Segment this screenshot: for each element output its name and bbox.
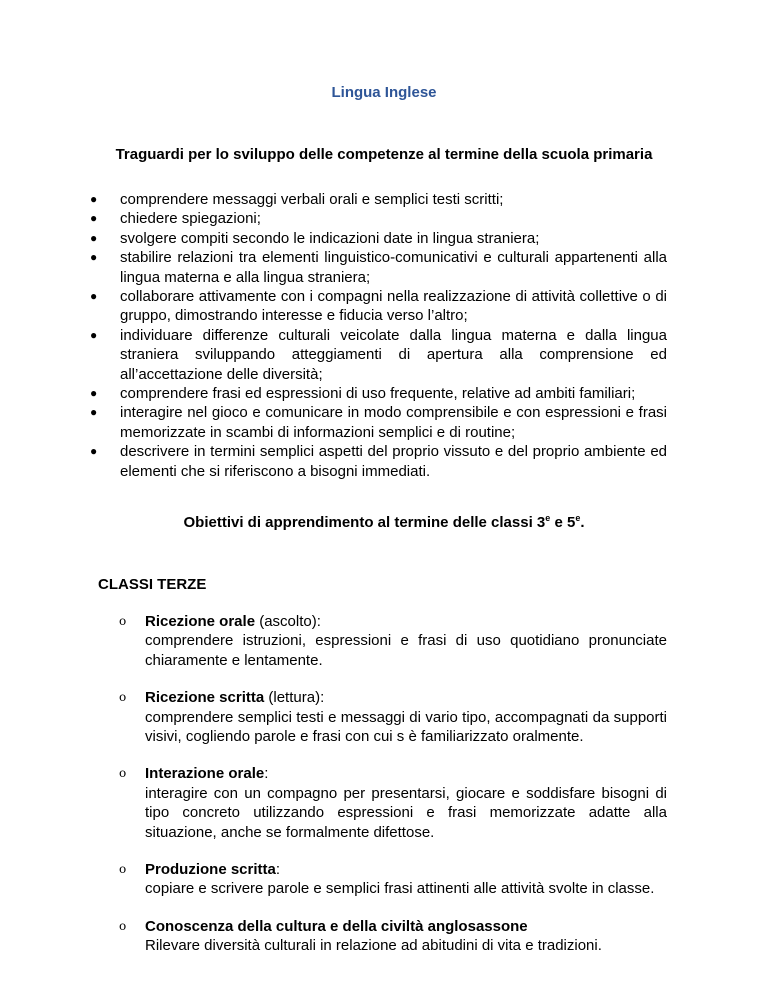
objective-body: comprendere semplici testi e messaggi di vario tipo, accompagnati da supporti visivi, cogliendo parole e frasi con cui s è familiarizzato oralmente. xyxy=(145,708,667,746)
list-item xyxy=(90,442,667,481)
bullet-icon: ● xyxy=(90,230,98,245)
objective-item xyxy=(119,688,667,746)
objective-body: comprendere istruzioni, espressioni e frasi di uso quotidiano pronunciate chiaramente e lentamente. xyxy=(145,632,667,669)
document-subtitle: Traguardi per lo sviluppo delle competenze al termine della scuola primaria xyxy=(115,146,653,163)
item-marker-icon: o xyxy=(119,862,127,877)
list-item xyxy=(90,209,667,228)
bullet-icon: ● xyxy=(90,386,98,401)
list-item xyxy=(90,248,667,287)
bullet-icon: ● xyxy=(90,327,98,342)
list-item xyxy=(90,384,667,403)
objective-heading: Ricezione orale (ascolto): xyxy=(145,613,321,630)
bullet-icon: ● xyxy=(90,289,98,304)
objective-heading: Ricezione scritta (lettura): xyxy=(145,689,325,707)
objectives-heading: Obiettivi di apprendimento al termine delle classi 3e e 5e. xyxy=(183,513,585,531)
bullet-icon: ● xyxy=(90,192,98,206)
list-item-text: comprendere messaggi verbali orali e semplici testi scritti; xyxy=(120,191,504,208)
objective-heading: Conoscenza della cultura e della civiltà anglosassone xyxy=(145,917,528,935)
objective-item xyxy=(119,917,667,956)
bullet-icon: ● xyxy=(90,444,98,459)
item-marker-icon: o xyxy=(119,614,127,628)
list-item xyxy=(90,326,667,384)
objective-heading: Produzione scritta: xyxy=(145,861,281,879)
list-item-text: comprendere frasi ed espressioni di uso frequente, relative ad ambiti familiari; xyxy=(120,385,636,403)
list-item-text: individuare differenze culturali veicolate dalla lingua materna e dalla lingua straniera sviluppando atteggiamenti di apertura alla comprensione ed all’accettazione delle diversità; xyxy=(120,326,667,383)
objective-item xyxy=(119,612,667,670)
list-item-text: descrivere in termini semplici aspetti del proprio vissuto e del proprio ambiente ed elementi che si riferiscono a bisogni immediati. xyxy=(120,443,667,480)
objective-item xyxy=(119,764,667,842)
bullet-icon: ● xyxy=(90,250,98,265)
bullet-icon: ● xyxy=(90,405,98,420)
list-item xyxy=(90,403,667,442)
list-item-text: svolgere compiti secondo le indicazioni date in lingua straniera; xyxy=(120,229,540,247)
list-item xyxy=(90,229,667,248)
competence-list xyxy=(90,190,667,481)
item-marker-icon: o xyxy=(119,918,127,933)
objectives-list xyxy=(119,612,667,974)
bullet-icon: ● xyxy=(90,211,98,226)
objective-body: Rilevare diversità culturali in relazione ad abitudini di vita e tradizioni. xyxy=(145,937,602,955)
list-item xyxy=(90,287,667,326)
list-item-text: stabilire relazioni tra elementi linguistico-comunicativi e culturali appartenenti alla lingua materna e alla lingua straniera; xyxy=(120,249,667,286)
list-item xyxy=(90,190,667,209)
objective-item xyxy=(119,860,667,899)
document-title: Lingua Inglese xyxy=(331,84,437,101)
item-marker-icon: o xyxy=(119,766,127,781)
section-title: CLASSI TERZE xyxy=(98,576,207,593)
objective-body: interagire con un compagno per presentarsi, giocare e soddisfare bisogni di tipo concreto utilizzando espressioni e frasi memorizzate adatte alla situazione, anche se formalmente difettose. xyxy=(145,784,667,841)
objective-heading: Interazione orale: xyxy=(145,765,269,783)
list-item-text: chiedere spiegazioni; xyxy=(120,210,261,228)
list-item-text: collaborare attivamente con i compagni nella realizzazione di attività collettive o di gruppo, dimostrando interesse e fiducia verso l’altro; xyxy=(120,288,667,325)
list-item-text: interagire nel gioco e comunicare in modo comprensibile e con espressioni e frasi memorizzate in scambi di informazioni semplici e di routine; xyxy=(120,404,667,441)
item-marker-icon: o xyxy=(119,690,127,705)
objective-body: copiare e scrivere parole e semplici frasi attinenti alle attività svolte in classe. xyxy=(145,880,655,898)
